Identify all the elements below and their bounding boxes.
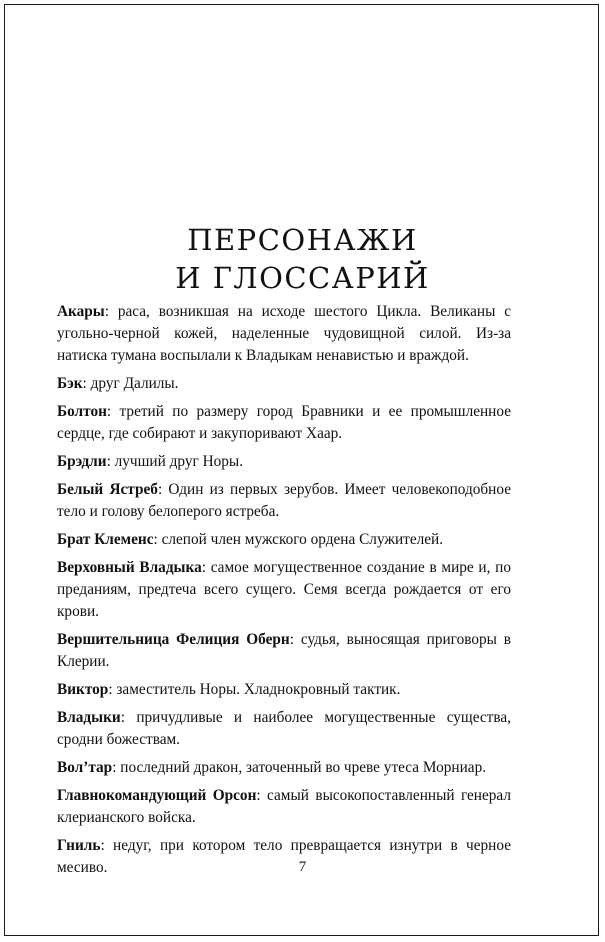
glossary-term: Брэдли [57, 453, 107, 470]
glossary-term: Акары [57, 303, 105, 320]
glossary-entry [57, 529, 511, 551]
glossary-list [57, 301, 511, 885]
page-number: 7 [298, 859, 307, 875]
glossary-entry [57, 401, 511, 445]
glossary-definition: : судья, выносящая приговоры в Клерии. [57, 631, 512, 670]
glossary-term: Главнокомандующий Орсон [57, 787, 257, 804]
glossary-term: Гниль [57, 837, 101, 854]
glossary-term: Владыки [57, 709, 121, 726]
glossary-definition: : слепой член мужского ордена Служителей. [153, 531, 444, 548]
glossary-definition: : недуг, при котором тело превращается изнутри в черное месиво. [57, 837, 511, 876]
glossary-entry [57, 785, 511, 829]
glossary-definition: : самый высокопоставленный генерал клерианского войска. [57, 787, 511, 826]
glossary-term: Бэк [57, 375, 83, 392]
glossary-entry [57, 707, 511, 751]
glossary-definition: : друг Далилы. [82, 375, 179, 392]
glossary-entry [57, 629, 511, 673]
glossary-definition: : раса, возникшая на исходе шестого Цикла. Великаны с угольно-черной кожей, наделенные чудовищной силой. Из-за натиска тумана воспылали к Владыкам ненавистью и враждой. [57, 303, 511, 364]
glossary-term: Верховный Владыка [57, 559, 202, 576]
glossary-entry [57, 557, 511, 623]
glossary-term: Брат Клеменс [57, 531, 154, 548]
title-line-1: ПЕРСОНАЖИ [187, 223, 418, 258]
glossary-term: Болтон [57, 403, 107, 420]
glossary-entry [57, 679, 511, 701]
glossary-term: Виктор [57, 681, 109, 698]
glossary-definition: : заместитель Норы. Хладнокровный тактик. [108, 681, 401, 698]
glossary-entry [57, 373, 511, 395]
glossary-definition: : последний дракон, заточенный во чреве утеса Морниар. [112, 759, 487, 776]
glossary-term: Белый Ястреб [57, 481, 158, 498]
glossary-definition: : самое могущественное создание в мире и, по преданиям, предтеча всего сущего. Семя всегда рождается от его крови. [57, 559, 511, 620]
glossary-definition: : третий по размеру город Бравники и ее промышленное сердце, где собирают и закупоривают Хаар. [57, 403, 511, 442]
glossary-definition: : Один из первых зерубов. Имеет человекоподобное тело и голову белоперого ястреба. [57, 481, 511, 520]
glossary-definition: : причудливые и наиболее могущественные существа, сродни божествам. [57, 709, 511, 748]
glossary-entry [57, 479, 511, 523]
glossary-term: Вершительница Фелиция Оберн [57, 631, 290, 648]
glossary-definition: : лучший друг Норы. [106, 453, 244, 470]
glossary-term: Вол’тар [57, 759, 113, 776]
page-title [0, 221, 605, 297]
glossary-entry [57, 451, 511, 473]
glossary-entry [57, 757, 511, 779]
glossary-entry [57, 301, 511, 367]
title-line-2: И ГЛОССАРИЙ [175, 261, 430, 296]
